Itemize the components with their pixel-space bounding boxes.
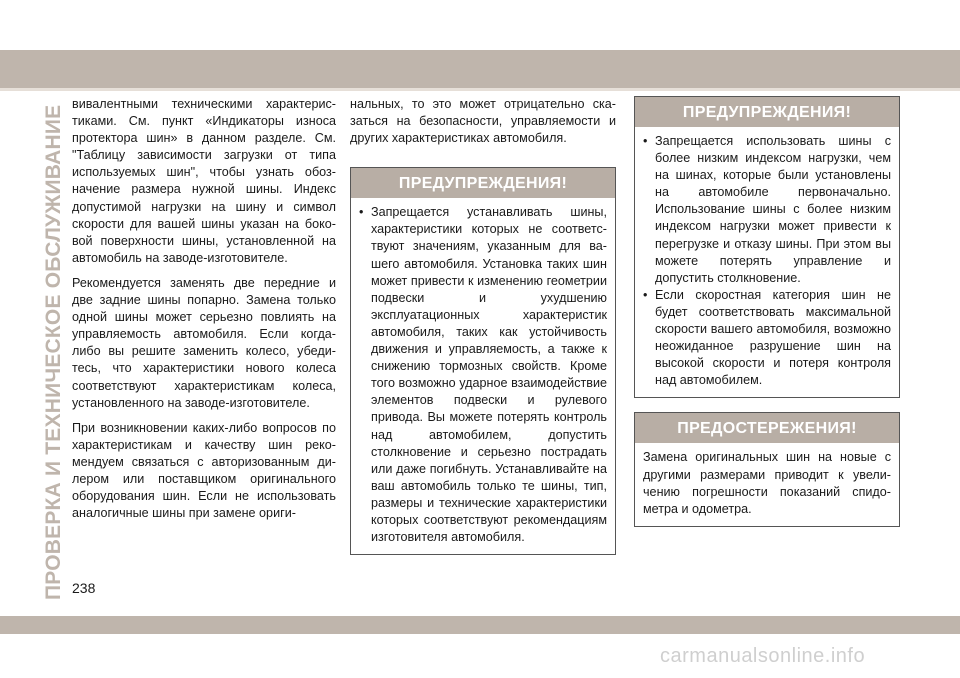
caution-text: Замена оригинальных шин на новые с другими размерами приводит к увеличению погрешности показаний спидометра и одометра.	[643, 450, 891, 516]
warning-box	[634, 96, 900, 398]
caution-box	[634, 412, 900, 526]
footer-band	[0, 616, 960, 634]
paragraph: нальных, то это может отрицательно сказаться на безопасности, управляемости и других характеристиках автомобиля.	[350, 97, 616, 146]
warning-box	[350, 167, 616, 555]
caution-body	[635, 443, 899, 525]
paragraph: Рекомендуется заменять две передние и две задние шины попарно. Замена только одной шины может серьезно повлиять на управляемость автомобиля. Если когда-либо вы решите заменить колесо, убедитесь, что характеристики нового колеса соответствуют характеристикам колеса, установленного на заводе-изготовителе.	[72, 275, 336, 410]
warning-title: ПРЕДУПРЕЖДЕНИЯ!	[351, 168, 615, 198]
warning-title: ПРЕДУПРЕЖДЕНИЯ!	[635, 97, 899, 127]
warning-item: • Запрещается использовать шины с более низким индексом нагрузки, чем на шинах, которые были установлены на автомобиле первоначально. Использование шины с более низким индексом нагрузки может привести к перегрузке и отказу шины. При этом вы можете потерять управление и допустить столкновение.	[643, 133, 891, 287]
warning-body	[351, 198, 615, 554]
column-3	[634, 96, 900, 527]
header-band	[0, 50, 960, 88]
paragraph: вивалентными техническими характеристиками. См. пункт «Индикаторы износа протектора шин» в данном разделе. См. "Таблицу зависимости загрузки от типа используемых шин", чтобы узнать обозначение размера нужной шины. Индекс допустимой нагрузки на шину и символ скорости для вашей шины указан на боковой поверхности шины, установленной на автомобиль на заводе-изготовителе.	[72, 97, 336, 265]
warning-item: • Если скоростная категория шин не будет соответствовать максимальной скорости вашего автомобиля, возможно неожиданное разрушение шин на высокой скорости и потеря контроля над автомобилем.	[643, 287, 891, 390]
section-side-title: ПРОВЕРКА И ТЕХНИЧЕСКОЕ ОБСЛУЖИВАНИЕ	[42, 104, 65, 600]
caution-title: ПРЕДОСТЕРЕЖЕНИЯ!	[635, 413, 899, 443]
column-1	[72, 96, 336, 530]
watermark: carmanualsonline.info	[660, 645, 866, 667]
warning-body	[635, 127, 899, 397]
paragraph: При возникновении каких-либо вопросов по характеристикам и качеству шин рекомендуем связаться с авторизованным дилером или поставщиком оригинального оборудования шин. Если не использовать аналогичные шины при замене ориги-	[72, 420, 336, 521]
page-number: 238	[72, 580, 96, 596]
top-margin	[0, 0, 960, 50]
column-2	[350, 96, 616, 555]
header-band-line	[0, 88, 960, 91]
warning-item: • Запрещается устанавливать шины, характеристики которых не соответствуют значениям, указанным для вашего автомобиля. Установка таких шин может привести к изменению геометрии подвески и ухудшению эксплуатационных характеристик автомобиля, таких как устойчивость движения и управляемость, а также к снижению тормозных свойств. Кроме того возможно ударное взаимодействие элементов подвески и рулевого привода. Вы можете потерять контроль над автомобилем, допустить столкновение и серьезно пострадать или даже погибнуть. Устанавливайте на ваш автомобиль только те шины, тип, размеры и технические характеристики которых соответствуют рекомендациям изготовителя автомобиля.	[359, 204, 607, 546]
